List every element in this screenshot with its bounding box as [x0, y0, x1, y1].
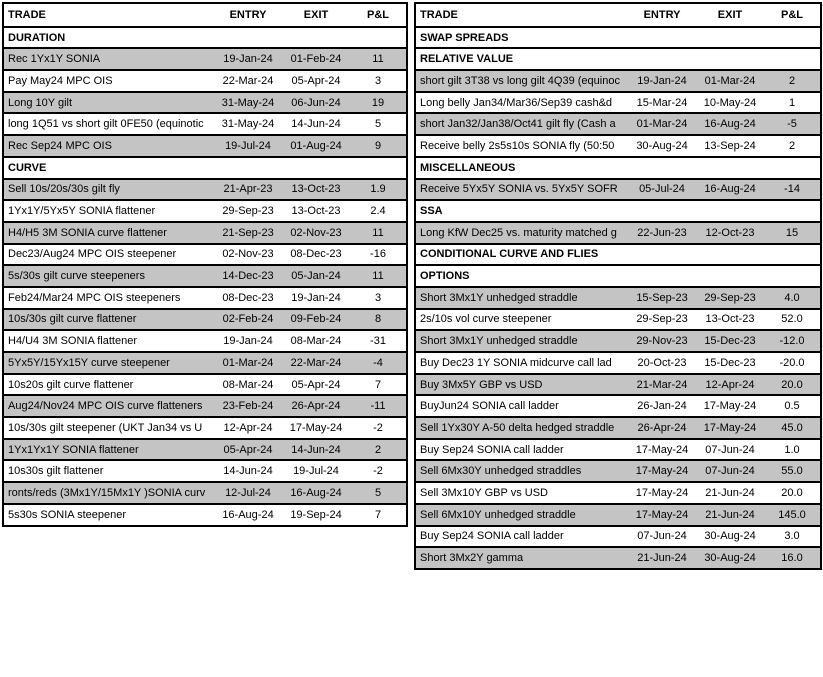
- cell-entry[interactable]: 19-Jan-24: [223, 53, 273, 66]
- cell-pnl[interactable]: 16.0: [781, 552, 803, 565]
- cell-entry[interactable]: 05-Jul-24: [639, 183, 685, 196]
- cell-trade[interactable]: Receive 5Yx5Y SONIA vs. 5Yx5Y SOFR: [420, 183, 618, 196]
- trade-row[interactable]: [416, 134, 820, 156]
- trade-row[interactable]: [4, 351, 406, 373]
- cell-entry[interactable]: 14-Jun-24: [223, 465, 273, 478]
- cell-trade[interactable]: Short 3Mx2Y gamma: [420, 552, 524, 565]
- trade-row[interactable]: [4, 308, 406, 330]
- cell-trade[interactable]: Sell 1Yx30Y A-50 delta hedged straddle: [420, 421, 615, 434]
- cell-pnl[interactable]: 1.0: [784, 443, 800, 456]
- cell-trade[interactable]: ronts/reds (3Mx1Y/15Mx1Y )SONIA curv: [8, 486, 206, 499]
- cell-exit[interactable]: 16-Aug-24: [704, 118, 756, 131]
- trade-row[interactable]: [416, 69, 820, 91]
- cell-exit[interactable]: 21-Jun-24: [705, 486, 755, 499]
- cell-pnl[interactable]: 2: [788, 139, 796, 152]
- cell-trade[interactable]: H4/H5 3M SONIA curve flattener: [8, 226, 167, 239]
- cell-pnl[interactable]: 3: [374, 74, 382, 87]
- cell-pnl[interactable]: 9: [374, 139, 382, 152]
- cell-exit[interactable]: 01-Mar-24: [704, 74, 756, 87]
- cell-entry[interactable]: 30-Aug-24: [636, 139, 688, 152]
- cell-trade[interactable]: Short 3Mx1Y unhedged straddle: [420, 291, 578, 304]
- cell-entry[interactable]: 20-Oct-23: [637, 356, 687, 369]
- cell-pnl[interactable]: -16: [370, 248, 386, 261]
- cell-exit[interactable]: 15-Dec-23: [704, 335, 756, 348]
- cell-trade[interactable]: Short 3Mx1Y unhedged straddle: [420, 335, 578, 348]
- cell-exit[interactable]: 19-Sep-24: [290, 508, 342, 521]
- cell-exit[interactable]: 06-Jun-24: [291, 96, 341, 109]
- section-label: RELATIVE VALUE: [420, 53, 514, 66]
- trade-row[interactable]: [4, 91, 406, 113]
- cell-entry[interactable]: 26-Jan-24: [637, 400, 687, 413]
- cell-pnl[interactable]: 11: [372, 270, 384, 283]
- cell-pnl[interactable]: 3: [374, 291, 382, 304]
- cell-entry[interactable]: 29-Sep-23: [222, 205, 274, 218]
- cell-trade[interactable]: Sell 10s/20s/30s gilt fly: [8, 183, 120, 196]
- cell-entry[interactable]: 15-Sep-23: [636, 291, 688, 304]
- cell-trade[interactable]: 5s30s SONIA steepener: [8, 508, 127, 521]
- cell-exit[interactable]: 30-Aug-24: [704, 530, 756, 543]
- trade-row[interactable]: [4, 286, 406, 308]
- cell-trade[interactable]: 1Yx1Y/5Yx5Y SONIA flattener: [8, 205, 156, 218]
- column-header-exit[interactable]: EXIT: [303, 8, 329, 21]
- cell-exit[interactable]: 05-Jan-24: [291, 270, 341, 283]
- cell-entry[interactable]: 21-Mar-24: [636, 378, 688, 391]
- column-header-pnl[interactable]: P&L: [367, 8, 389, 21]
- cell-exit[interactable]: 13-Sep-24: [704, 139, 756, 152]
- section-label: SWAP SPREADS: [420, 31, 509, 44]
- trade-row[interactable]: [416, 416, 820, 438]
- trade-row[interactable]: [416, 178, 820, 200]
- cell-entry[interactable]: 29-Sep-23: [636, 313, 688, 326]
- cell-entry[interactable]: 21-Apr-23: [223, 183, 273, 196]
- cell-entry[interactable]: 21-Sep-23: [222, 226, 274, 239]
- cell-trade[interactable]: short Jan32/Jan38/Oct41 gilt fly (Cash a: [420, 118, 616, 131]
- trade-row[interactable]: [4, 459, 406, 481]
- cell-pnl[interactable]: 7: [374, 508, 382, 521]
- cell-trade[interactable]: H4/U4 3M SONIA flattener: [8, 335, 137, 348]
- column-header-entry[interactable]: ENTRY: [643, 8, 681, 21]
- cell-pnl[interactable]: 145.0: [778, 508, 806, 521]
- cell-pnl[interactable]: 7: [374, 378, 382, 391]
- trade-row[interactable]: [416, 221, 820, 243]
- cell-pnl[interactable]: -20.0: [779, 356, 805, 369]
- cell-trade[interactable]: 5s/30s gilt curve steepeners: [8, 270, 145, 283]
- trade-row[interactable]: [4, 481, 406, 503]
- cell-entry[interactable]: 31-May-24: [221, 118, 275, 131]
- cell-entry[interactable]: 07-Jun-24: [637, 530, 687, 543]
- cell-pnl[interactable]: 11: [372, 226, 384, 239]
- cell-exit[interactable]: 08-Mar-24: [290, 335, 342, 348]
- section-label: SSA: [420, 205, 443, 218]
- trade-row[interactable]: [4, 69, 406, 91]
- column-header-entry[interactable]: ENTRY: [229, 8, 267, 21]
- column-header-trade[interactable]: TRADE: [8, 8, 46, 21]
- cell-exit[interactable]: 17-May-24: [703, 421, 757, 434]
- trade-row[interactable]: [416, 351, 820, 373]
- cell-trade[interactable]: Feb24/Mar24 MPC OIS steepeners: [8, 291, 181, 304]
- column-header-trade[interactable]: TRADE: [420, 8, 458, 21]
- cell-trade[interactable]: Buy 3Mx5Y GBP vs USD: [420, 378, 543, 391]
- cell-entry[interactable]: 17-May-24: [635, 443, 689, 456]
- cell-entry[interactable]: 16-Aug-24: [222, 508, 274, 521]
- section-label: MISCELLANEOUS: [420, 161, 516, 174]
- section-header-row[interactable]: [416, 47, 820, 69]
- cell-exit[interactable]: 12-Oct-23: [705, 226, 755, 239]
- section-header-row[interactable]: [416, 26, 820, 48]
- cell-trade[interactable]: long 1Q51 vs short gilt 0FE50 (equinotic: [8, 118, 204, 131]
- cell-pnl[interactable]: 55.0: [781, 465, 803, 478]
- cell-trade[interactable]: Rec 1Yx1Y SONIA: [8, 53, 101, 66]
- cell-trade[interactable]: Aug24/Nov24 MPC OIS curve flatteners: [8, 400, 203, 413]
- trade-row[interactable]: [416, 91, 820, 113]
- cell-trade[interactable]: 1Yx1Yx1Y SONIA flattener: [8, 443, 139, 456]
- cell-trade[interactable]: Sell 3Mx10Y GBP vs USD: [420, 486, 548, 499]
- section-label: CONDITIONAL CURVE AND FLIES: [420, 248, 599, 261]
- cell-exit[interactable]: 19-Jan-24: [291, 291, 341, 304]
- cell-entry[interactable]: 02-Nov-23: [222, 248, 274, 261]
- trade-row[interactable]: [4, 178, 406, 200]
- cell-pnl[interactable]: -14: [784, 183, 800, 196]
- trade-row[interactable]: [4, 438, 406, 460]
- cell-exit[interactable]: 14-Jun-24: [291, 118, 341, 131]
- cell-pnl[interactable]: 8: [374, 313, 382, 326]
- section-header-row[interactable]: [416, 243, 820, 265]
- trade-row[interactable]: [4, 373, 406, 395]
- cell-entry[interactable]: 08-Dec-23: [222, 291, 274, 304]
- trade-row[interactable]: [4, 199, 406, 221]
- trade-row[interactable]: [416, 308, 820, 330]
- section-label: CURVE: [8, 161, 47, 174]
- cell-exit[interactable]: 05-Apr-24: [291, 378, 341, 391]
- cell-exit[interactable]: 08-Dec-23: [290, 248, 342, 261]
- cell-entry[interactable]: 19-Jan-24: [223, 335, 273, 348]
- trade-row[interactable]: [4, 264, 406, 286]
- trade-row[interactable]: [416, 373, 820, 395]
- cell-entry[interactable]: 19-Jul-24: [225, 139, 271, 152]
- cell-exit[interactable]: 12-Apr-24: [705, 378, 755, 391]
- cell-trade[interactable]: Buy Sep24 SONIA call ladder: [420, 443, 564, 456]
- cell-trade[interactable]: short gilt 3T38 vs long gilt 4Q39 (equinoc: [420, 74, 620, 87]
- cell-pnl[interactable]: -2: [373, 421, 383, 434]
- cell-entry[interactable]: 29-Nov-23: [636, 335, 688, 348]
- column-header-row: [4, 4, 406, 26]
- cell-pnl[interactable]: -5: [787, 118, 797, 131]
- cell-entry[interactable]: 12-Jul-24: [225, 486, 271, 499]
- cell-exit[interactable]: 07-Jun-24: [705, 465, 755, 478]
- cell-entry[interactable]: 17-May-24: [635, 465, 689, 478]
- cell-exit[interactable]: 13-Oct-23: [291, 205, 341, 218]
- cell-exit[interactable]: 22-Mar-24: [290, 356, 342, 369]
- trade-row[interactable]: [416, 459, 820, 481]
- trade-row[interactable]: [416, 481, 820, 503]
- cell-entry[interactable]: 01-Mar-24: [222, 356, 274, 369]
- cell-trade[interactable]: BuyJun24 SONIA call ladder: [420, 400, 559, 413]
- section-header-row[interactable]: [416, 156, 820, 178]
- cell-pnl[interactable]: 3.0: [784, 530, 800, 543]
- cell-pnl[interactable]: 20.0: [781, 486, 803, 499]
- cell-pnl[interactable]: 1: [788, 96, 796, 109]
- trade-table-left: [2, 2, 408, 527]
- column-header-pnl[interactable]: P&L: [781, 8, 803, 21]
- trade-row[interactable]: [4, 329, 406, 351]
- section-header-row[interactable]: [416, 264, 820, 286]
- section-label: DURATION: [8, 31, 66, 44]
- trade-row[interactable]: [4, 112, 406, 134]
- cell-trade[interactable]: 10s20s gilt curve flattener: [8, 378, 134, 391]
- cell-pnl[interactable]: 15: [785, 226, 799, 239]
- trade-row[interactable]: [416, 329, 820, 351]
- cell-pnl[interactable]: 2: [374, 443, 382, 456]
- cell-entry[interactable]: 14-Dec-23: [222, 270, 274, 283]
- cell-entry[interactable]: 23-Feb-24: [222, 400, 274, 413]
- cell-exit[interactable]: 01-Feb-24: [290, 53, 342, 66]
- trade-row[interactable]: [416, 394, 820, 416]
- cell-exit[interactable]: 16-Aug-24: [704, 183, 756, 196]
- cell-entry[interactable]: 21-Jun-24: [637, 552, 687, 565]
- cell-pnl[interactable]: 20.0: [781, 378, 803, 391]
- cell-entry[interactable]: 01-Mar-24: [636, 118, 688, 131]
- cell-entry[interactable]: 31-May-24: [221, 96, 275, 109]
- column-header-row: [416, 4, 820, 26]
- trade-row[interactable]: [416, 438, 820, 460]
- cell-trade[interactable]: Long belly Jan34/Mar36/Sep39 cash&d: [420, 96, 613, 109]
- trade-row[interactable]: [416, 112, 820, 134]
- cell-exit[interactable]: 15-Dec-23: [704, 356, 756, 369]
- trade-row[interactable]: [4, 243, 406, 265]
- cell-trade[interactable]: Rec Sep24 MPC OIS: [8, 139, 112, 152]
- cell-trade[interactable]: 10s/30s gilt steepener (UKT Jan34 vs U: [8, 421, 203, 434]
- cell-trade[interactable]: Dec23/Aug24 MPC OIS steepener: [8, 248, 177, 261]
- cell-entry[interactable]: 02-Feb-24: [222, 313, 274, 326]
- cell-pnl[interactable]: -31: [370, 335, 386, 348]
- cell-exit[interactable]: 17-May-24: [289, 421, 343, 434]
- cell-exit[interactable]: 29-Sep-23: [704, 291, 756, 304]
- cell-exit[interactable]: 10-May-24: [703, 96, 757, 109]
- cell-trade[interactable]: Sell 6Mx30Y unhedged straddles: [420, 465, 582, 478]
- cell-entry[interactable]: 26-Apr-24: [637, 421, 687, 434]
- trade-row[interactable]: [416, 286, 820, 308]
- cell-entry[interactable]: 08-Mar-24: [222, 378, 274, 391]
- trade-row[interactable]: [4, 416, 406, 438]
- cell-pnl[interactable]: 1.9: [370, 183, 386, 196]
- trade-table-right: [414, 2, 822, 570]
- cell-trade[interactable]: 2s/10s vol curve steepener: [420, 313, 552, 326]
- cell-trade[interactable]: Buy Sep24 SONIA call ladder: [420, 530, 564, 543]
- cell-trade[interactable]: Long KfW Dec25 vs. maturity matched g: [420, 226, 617, 239]
- cell-pnl[interactable]: -11: [370, 400, 386, 413]
- cell-pnl[interactable]: 5: [374, 118, 382, 131]
- cell-entry[interactable]: 05-Apr-24: [223, 443, 273, 456]
- cell-trade[interactable]: Buy Dec23 1Y SONIA midcurve call lad: [420, 356, 612, 369]
- cell-pnl[interactable]: -4: [373, 356, 383, 369]
- trade-row[interactable]: [4, 47, 406, 69]
- cell-exit[interactable]: 14-Jun-24: [291, 443, 341, 456]
- trade-row[interactable]: [416, 503, 820, 525]
- cell-exit[interactable]: 02-Nov-23: [290, 226, 342, 239]
- cell-exit[interactable]: 30-Aug-24: [704, 552, 756, 565]
- cell-entry[interactable]: 15-Mar-24: [636, 96, 688, 109]
- section-label: OPTIONS: [420, 270, 470, 283]
- cell-pnl[interactable]: 4.0: [784, 291, 800, 304]
- cell-entry[interactable]: 17-May-24: [635, 508, 689, 521]
- trade-row[interactable]: [4, 503, 406, 525]
- cell-trade[interactable]: Receive belly 2s5s10s SONIA fly (50:50: [420, 139, 615, 152]
- cell-exit[interactable]: 07-Jun-24: [705, 443, 755, 456]
- cell-exit[interactable]: 16-Aug-24: [290, 486, 342, 499]
- cell-pnl[interactable]: 52.0: [781, 313, 803, 326]
- cell-exit[interactable]: 09-Feb-24: [290, 313, 342, 326]
- cell-exit[interactable]: 05-Apr-24: [291, 74, 341, 87]
- column-header-exit[interactable]: EXIT: [717, 8, 743, 21]
- cell-trade[interactable]: Long 10Y gilt: [8, 96, 73, 109]
- cell-exit[interactable]: 01-Aug-24: [290, 139, 342, 152]
- cell-entry[interactable]: 17-May-24: [635, 486, 689, 499]
- cell-entry[interactable]: 12-Apr-24: [223, 421, 273, 434]
- cell-pnl[interactable]: -12.0: [779, 335, 805, 348]
- cell-entry[interactable]: 22-Jun-23: [637, 226, 687, 239]
- trade-row[interactable]: [416, 546, 820, 568]
- section-header-row[interactable]: [4, 156, 406, 178]
- cell-trade[interactable]: 10s30s gilt flattener: [8, 465, 104, 478]
- trade-row[interactable]: [4, 134, 406, 156]
- cell-trade[interactable]: Sell 6Mx10Y unhedged straddle: [420, 508, 576, 521]
- cell-pnl[interactable]: 2.4: [370, 205, 386, 218]
- cell-trade[interactable]: 10s/30s gilt curve flattener: [8, 313, 137, 326]
- cell-exit[interactable]: 26-Apr-24: [291, 400, 341, 413]
- trade-row[interactable]: [4, 221, 406, 243]
- cell-pnl[interactable]: 45.0: [781, 421, 803, 434]
- cell-exit[interactable]: 17-May-24: [703, 400, 757, 413]
- trade-row[interactable]: [4, 394, 406, 416]
- cell-pnl[interactable]: 2: [788, 74, 796, 87]
- cell-trade[interactable]: 5Yx5Y/15Yx15Y curve steepener: [8, 356, 170, 369]
- trade-row[interactable]: [416, 525, 820, 547]
- section-header-row[interactable]: [4, 26, 406, 48]
- cell-pnl[interactable]: 11: [372, 53, 384, 66]
- cell-pnl[interactable]: 19: [371, 96, 385, 109]
- cell-exit[interactable]: 13-Oct-23: [291, 183, 341, 196]
- cell-exit[interactable]: 19-Jul-24: [293, 465, 339, 478]
- cell-pnl[interactable]: 0.5: [784, 400, 800, 413]
- cell-trade[interactable]: Pay May24 MPC OIS: [8, 74, 113, 87]
- cell-exit[interactable]: 21-Jun-24: [705, 508, 755, 521]
- cell-pnl[interactable]: -2: [373, 465, 383, 478]
- section-header-row[interactable]: [416, 199, 820, 221]
- cell-pnl[interactable]: 5: [374, 486, 382, 499]
- cell-entry[interactable]: 22-Mar-24: [222, 74, 274, 87]
- cell-exit[interactable]: 13-Oct-23: [705, 313, 755, 326]
- cell-entry[interactable]: 19-Jan-24: [637, 74, 687, 87]
